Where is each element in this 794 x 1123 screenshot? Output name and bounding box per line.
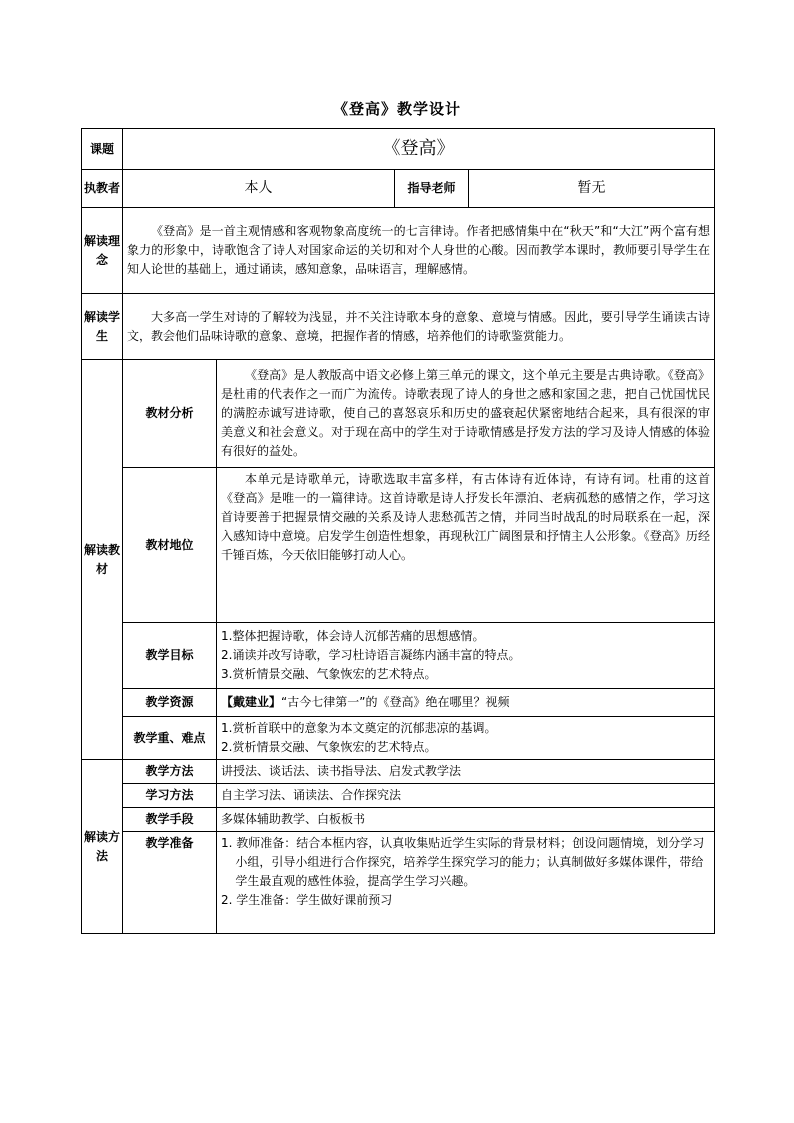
teacher-label: 执教者 (82, 170, 123, 208)
row-goals (82, 623, 715, 689)
goal-item: 2.诵读并改写诗歌，学习杜诗语言凝练内涵丰富的特点。 (221, 648, 521, 662)
topic-value: 《登高》 (123, 129, 715, 170)
row-resources (82, 689, 715, 717)
resources-source: 【戴建业】 (221, 695, 282, 709)
prep-item: 1. 教师准备：结合本框内容，认真收集贴近学生实际的背景材料；创设问题情境，划分学习小组，引导小组进行合作探究，培养学生探究学习的能力；认真制做好多媒体课件，带给学生最直观的感性体验，提高学生学习兴趣。 (221, 836, 705, 888)
resources-cell (217, 689, 715, 717)
lesson-plan-table (81, 128, 715, 934)
learning-methods-value: 自主学习法、诵读法、合作探究法 (217, 784, 715, 808)
row-teacher (82, 170, 715, 208)
advisor-value: 暂无 (469, 170, 715, 208)
row-topic (82, 129, 715, 170)
document-title: 《登高》教学设计 (332, 100, 461, 118)
keypoint-item: 1.赏析首联中的意象为本文奠定的沉郁悲凉的基调。 (221, 721, 497, 735)
resources-video-link[interactable]: “古今七律第一”的《登高》绝在哪里？视频 (281, 695, 510, 709)
row-concept (82, 208, 715, 294)
prep-item: 2. 学生准备：学生做好课前预习 (221, 893, 393, 907)
position-label: 教材地位 (123, 468, 217, 623)
row-keypoints (82, 717, 715, 760)
analysis-text: 《登高》是人教版高中语文必修上第三单元的课文，这个单元主要是古典诗歌。《登高》是杜甫的代表作之一而广为流传。诗歌表现了诗人的身世之感和家国之悲，把自己忧国忧民的满腔赤诚写进诗歌，使自己的喜怒哀乐和历史的盛衰起伏紧密地结合起来，具有很深的审美意义和社会意义。对于现在高中的学生对于诗歌情感是抒发方法的学习及诗人情感的体验有很好的益处。 (217, 360, 715, 468)
position-text: 本单元是诗歌单元，诗歌选取丰富多样，有古体诗有近体诗，有诗有词。杜甫的这首《登高》是唯一的一篇律诗。这首诗歌是诗人抒发长年漂泊、老病孤愁的感情之作，学习这首诗要善于把握景情交融的关系及诗人悲愁孤苦之情，并同当时战乱的时局联系在一起，深入感知诗中意境。启发学生创造性想象，再现秋江广阔图景和抒情主人公形象。《登高》历经千锤百炼，今天依旧能够打动人心。 (217, 468, 715, 623)
concept-text: 《登高》是一首主观情感和客观物象高度统一的七言律诗。作者把感情集中在“秋天”和“大江”两个富有想象力的形象中，诗歌饱含了诗人对国家命运的关切和对个人身世的心酸。因而教学本课时，教师要引导学生在知人论世的基础上，通过诵读，感知意象，品味语言，理解感情。 (123, 208, 715, 294)
resources-label: 教学资源 (123, 689, 217, 717)
row-students (82, 294, 715, 360)
row-learning-methods (82, 784, 715, 808)
keypoints-list (217, 717, 715, 760)
keypoint-item: 2.赏析情景交融、气象恢宏的艺术特点。 (221, 740, 437, 754)
concept-label: 解读理念 (82, 208, 123, 294)
topic-label: 课题 (82, 129, 123, 170)
goal-item: 1.整体把握诗歌，体会诗人沉郁苦痛的思想感情。 (221, 629, 485, 643)
materials-label: 解读教材 (82, 360, 123, 760)
teacher-value: 本人 (123, 170, 395, 208)
row-material-position (82, 468, 715, 623)
students-text: 大多高一学生对诗的了解较为浅显，并不关注诗歌本身的意象、意境与情感。因此，要引导学生诵读古诗文，教会他们品味诗歌的意象、意境，把握作者的情感，培养他们的诗歌鉴赏能力。 (123, 294, 715, 360)
goals-list (217, 623, 715, 689)
teaching-methods-label: 教学方法 (123, 760, 217, 784)
prep-list (217, 832, 715, 934)
prep-label: 教学准备 (123, 832, 217, 934)
teaching-methods-value: 讲授法、谈话法、读书指导法、启发式教学法 (217, 760, 715, 784)
row-teaching-methods (82, 760, 715, 784)
row-material-analysis (82, 360, 715, 468)
means-value: 多媒体辅助教学、白板板书 (217, 808, 715, 832)
goal-item: 3.赏析情景交融、气象恢宏的艺术特点。 (221, 667, 437, 681)
means-label: 教学手段 (123, 808, 217, 832)
keypoints-label: 教学重、难点 (123, 717, 217, 760)
students-label: 解读学生 (82, 294, 123, 360)
methods-label: 解读方法 (82, 760, 123, 934)
learning-methods-label: 学习方法 (123, 784, 217, 808)
row-prep (82, 832, 715, 934)
goals-label: 教学目标 (123, 623, 217, 689)
row-means (82, 808, 715, 832)
advisor-label: 指导老师 (395, 170, 469, 208)
analysis-label: 教材分析 (123, 360, 217, 468)
